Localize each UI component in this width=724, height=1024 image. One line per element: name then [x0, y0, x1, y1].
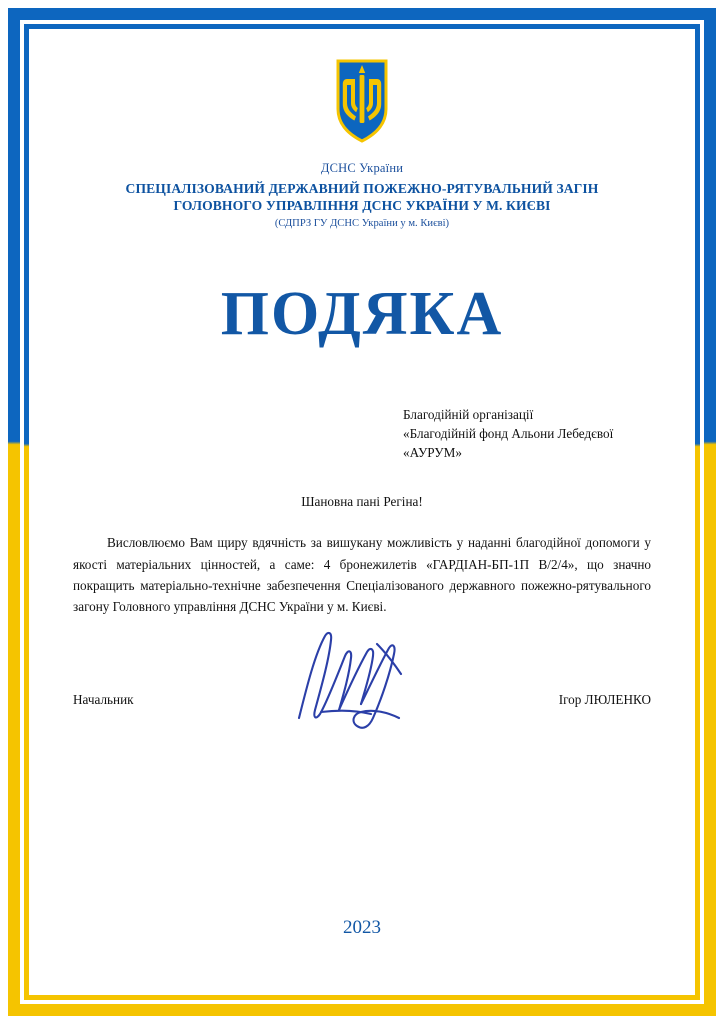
document-year: 2023	[343, 917, 381, 938]
organization-main-line-2: ГОЛОВНОГО УПРАВЛІННЯ ДСНС УКРАЇНИ У М. КИЄВІ	[173, 198, 551, 214]
certificate-content	[29, 29, 695, 995]
organization-header	[73, 161, 651, 229]
signature-row	[73, 692, 651, 708]
signer-name: Ігор ЛЮЛЕНКО	[558, 691, 651, 707]
ukraine-coat-of-arms-trident-icon	[334, 59, 390, 143]
salutation: Шановна пані Регіна!	[301, 494, 423, 510]
organization-abbreviation: (СДПРЗ ГУ ДСНС України у м. Києві)	[274, 217, 450, 229]
certificate-paper	[29, 29, 695, 995]
organization-main-line-1: СПЕЦІАЛІЗОВАНИЙ ДЕРЖАВНИЙ ПОЖЕЖНО-РЯТУВАЛЬНИЙ ЗАГІН	[125, 181, 599, 196]
signature-scribble	[281, 626, 431, 736]
addressee-line-1: Благодійній організації	[403, 406, 534, 422]
organization-top-line: ДСНС України	[320, 161, 404, 175]
page-title: ПОДЯКА	[220, 279, 504, 348]
emblem-container	[73, 59, 651, 143]
addressee-line-2: «Благодійній фонд Альони Лебедєвої	[403, 425, 614, 441]
addressee-block	[403, 405, 651, 462]
addressee-line-3: «АУРУМ»	[403, 445, 462, 461]
signer-position: Начальник	[73, 691, 134, 707]
body-text: Висловлюємо Вам щиру вдячність за вишукану можливість у наданні благодійної допомоги у якості матеріальних цінностей, а саме: 4 бронежилетів «ГАРДІАН-БП-1П В/2/4», що значно покращить матеріально-технічне забезпечення Спеціалізованого державного пожежно-рятувального загону Головного управління ДСНС України у м. Києві.	[73, 535, 651, 615]
